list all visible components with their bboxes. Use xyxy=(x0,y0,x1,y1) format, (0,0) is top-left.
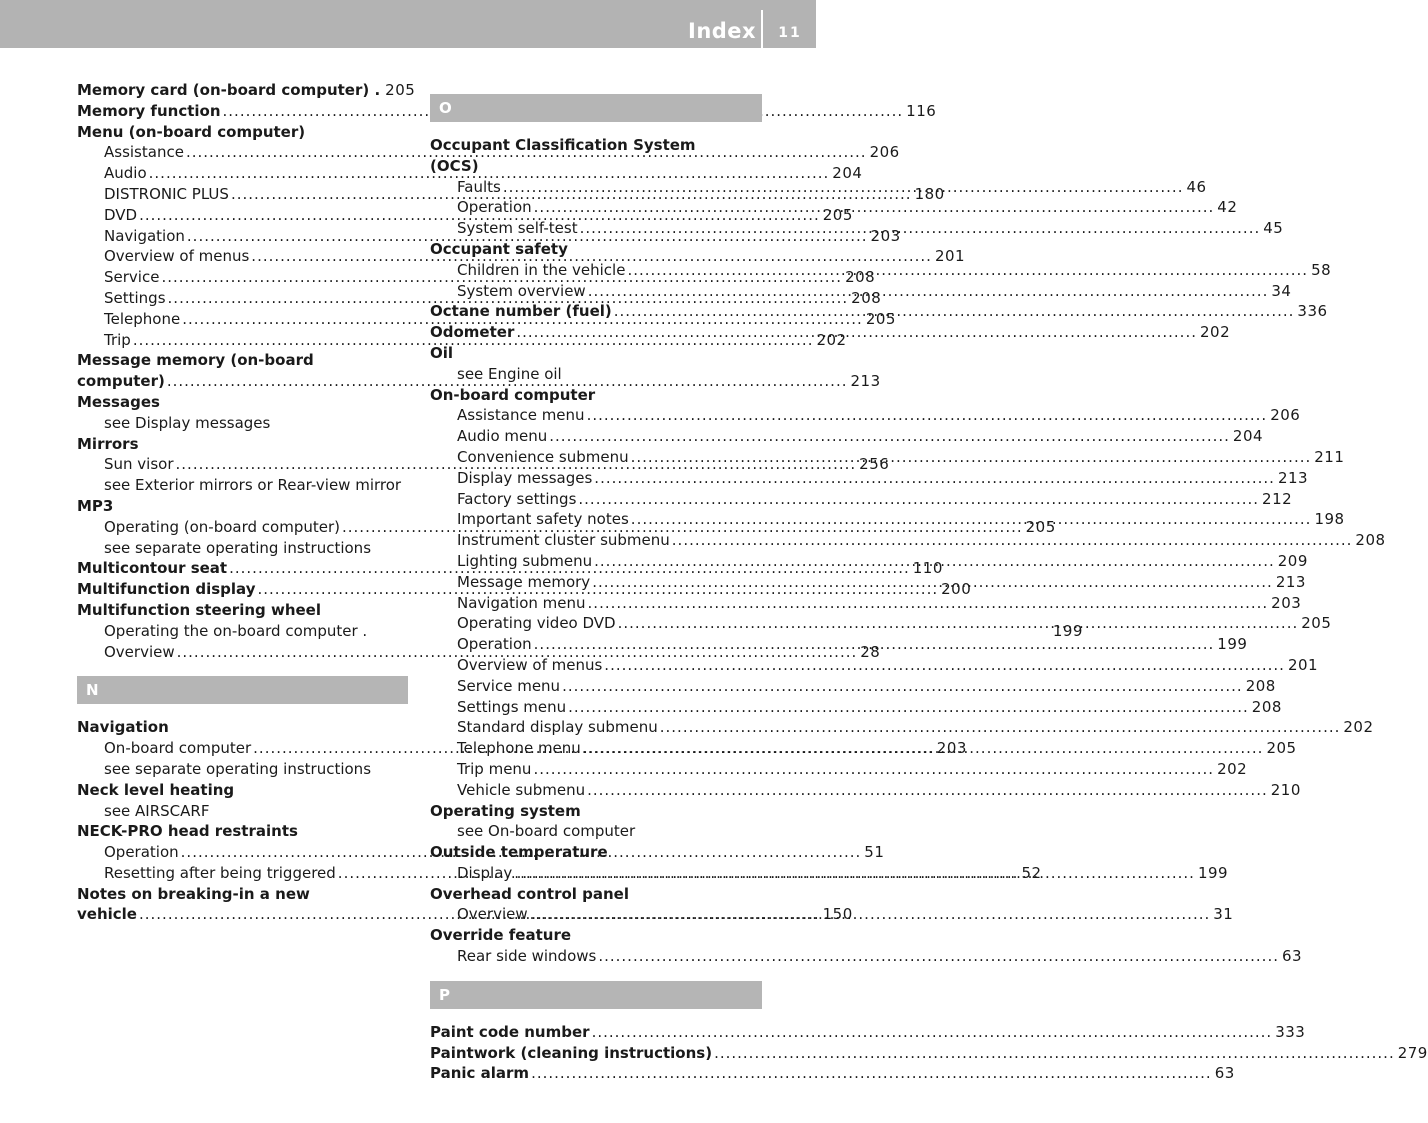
page-reference: 205 xyxy=(385,81,416,99)
leader-dots xyxy=(514,863,1195,884)
page-reference: 203 xyxy=(936,739,967,758)
entry-label: Overview xyxy=(104,642,175,661)
index-subentry xyxy=(430,697,1282,718)
page-number: 11 xyxy=(778,25,802,41)
entry-label: System overview xyxy=(457,281,586,300)
entry-label: Vehicle submenu xyxy=(457,780,586,799)
entry-label: see separate operating instructions xyxy=(104,759,372,778)
entry-label: Children in the vehicle xyxy=(457,260,626,279)
section-letter: P xyxy=(439,985,450,1004)
leader-dots xyxy=(588,593,1269,614)
entry-label: see Exterior mirrors or Rear-view mirror xyxy=(104,476,402,495)
entry-label: Overview of menus xyxy=(104,247,250,266)
page-reference: 63 xyxy=(1281,947,1303,966)
entry-label: Overview of menus xyxy=(457,655,603,674)
entry-label: Lighting submenu xyxy=(457,551,593,570)
page-reference: 202 xyxy=(1343,718,1374,737)
entry-label: On-board computer xyxy=(104,739,252,758)
leader-dots xyxy=(533,759,1214,780)
index-subentry xyxy=(77,759,408,780)
leader-dots xyxy=(534,197,1215,218)
index-entry xyxy=(77,780,408,801)
index-entry xyxy=(430,322,1231,343)
leader-dots xyxy=(587,780,1268,801)
section-header-p xyxy=(430,981,762,1009)
page-reference: 42 xyxy=(1217,198,1238,217)
entry-label: DVD xyxy=(104,205,138,224)
entry-label: Operating video DVD xyxy=(457,614,616,633)
leader-dots xyxy=(594,551,1275,572)
entry-label: Operating (on-board computer) xyxy=(104,517,340,536)
entry-label: Message memory xyxy=(457,572,591,591)
index-subentry xyxy=(77,801,408,822)
entry-label: Operating system xyxy=(430,801,581,820)
entry-label: Navigation menu xyxy=(457,593,586,612)
index-subentry xyxy=(430,655,1319,676)
index-subentry xyxy=(430,717,1374,738)
index-subentry xyxy=(430,593,1302,614)
index-subentry xyxy=(430,468,1309,489)
page-reference: 150 xyxy=(822,905,853,924)
entry-label: Operation xyxy=(457,635,532,654)
index-subentry xyxy=(430,780,1301,801)
leader-dots xyxy=(604,655,1285,676)
leader-dots xyxy=(672,530,1353,551)
entry-label: Message memory (on-board xyxy=(77,351,314,370)
entry-label: Odometer xyxy=(430,323,515,342)
entry-label: Settings xyxy=(104,288,166,307)
page-reference: 202 xyxy=(1217,759,1248,778)
entry-label: Override feature xyxy=(430,926,572,945)
page-reference: 208 xyxy=(1355,531,1386,550)
entry-label: Occupant Classification System xyxy=(430,136,696,154)
entry-label: Occupant safety xyxy=(430,239,568,258)
entry-label: Display messages xyxy=(457,468,593,487)
index-subentry xyxy=(430,530,1386,551)
index-entry xyxy=(77,101,937,122)
entry-label: Neck level heating xyxy=(77,780,235,799)
leader-dots xyxy=(530,904,1211,925)
entry-label: see Display messages xyxy=(104,413,271,432)
page-reference: 333 xyxy=(1275,1022,1306,1041)
index-subentry xyxy=(430,364,762,385)
index-subentry xyxy=(430,821,762,842)
section-letter: N xyxy=(86,681,99,700)
page-reference: 201 xyxy=(934,247,966,266)
section-header-o xyxy=(430,94,762,122)
index-entry xyxy=(77,600,408,621)
index-entry xyxy=(77,717,408,738)
index-entry xyxy=(430,801,762,822)
entry-label: Display xyxy=(457,863,513,882)
entry-label: Service xyxy=(104,268,160,287)
page-reference: 213 xyxy=(1277,468,1309,487)
index-entry xyxy=(77,122,408,143)
entry-label: Assistance xyxy=(104,143,184,162)
page-reference: 201 xyxy=(1287,655,1319,674)
entry-label: Service menu xyxy=(457,676,561,695)
index-entry xyxy=(77,884,408,905)
page-reference: 199 xyxy=(1217,635,1248,654)
entry-label: Assistance menu xyxy=(457,406,585,425)
page-reference: 212 xyxy=(1262,489,1293,508)
leader-dots xyxy=(549,426,1230,447)
entry-label: Operating the on-board computer . xyxy=(104,621,368,640)
page-reference: 34 xyxy=(1271,281,1292,300)
page-reference: 46 xyxy=(1186,177,1207,196)
entry-label: Menu (on-board computer) xyxy=(77,122,306,141)
leader-dots xyxy=(627,260,1308,281)
entry-label: Panic alarm xyxy=(430,1064,530,1083)
leader-dots xyxy=(588,281,1269,302)
entry-label: Messages xyxy=(77,392,160,411)
page-reference: 198 xyxy=(1314,510,1345,529)
index-entry xyxy=(430,842,762,863)
index-entry xyxy=(430,156,762,177)
entry-label: Audio xyxy=(104,164,147,183)
entry-label: Telephone xyxy=(104,309,181,328)
page-reference: 205 xyxy=(1301,614,1332,633)
index-subentry xyxy=(430,405,1301,426)
leader-dots xyxy=(531,1063,1212,1084)
page-reference: 31 xyxy=(1213,905,1234,924)
page-reference: 205 xyxy=(822,205,853,224)
page-reference: 208 xyxy=(851,288,882,307)
entry-label: Mirrors xyxy=(77,434,139,453)
page-reference: 205 xyxy=(1025,517,1056,536)
page-reference: 202 xyxy=(1199,323,1231,342)
page-reference: 204 xyxy=(1232,427,1264,446)
entry-label: Paintwork (cleaning instructions) xyxy=(430,1043,713,1062)
page-reference: 213 xyxy=(1275,572,1306,591)
leader-dots xyxy=(592,1022,1273,1043)
entry-label: Faults xyxy=(457,177,501,196)
entry-label: Convenience submenu xyxy=(457,447,629,466)
entry-label: On-board computer xyxy=(430,385,596,404)
entry-label: Multifunction display xyxy=(77,580,256,599)
entry-label: Octane number (fuel) xyxy=(430,302,612,321)
entry-label: vehicle xyxy=(77,905,137,924)
page-reference: 209 xyxy=(1277,551,1308,570)
page-reference: 199 xyxy=(1052,621,1083,640)
section-header-n xyxy=(77,676,408,704)
page-reference: 203 xyxy=(870,226,901,245)
entry-label: Settings menu xyxy=(457,697,567,716)
entry-label: Overview xyxy=(457,905,528,924)
entry-label: Standard display submenu xyxy=(457,718,658,737)
index-subentry xyxy=(430,426,1264,447)
entry-label: computer) xyxy=(77,372,165,391)
leader-dots xyxy=(660,717,1341,738)
page-reference: 116 xyxy=(906,101,937,120)
index-entry xyxy=(77,821,408,842)
page-reference: 206 xyxy=(1270,406,1301,425)
entry-label: Resetting after being triggered xyxy=(104,863,336,882)
index-entry xyxy=(77,496,408,517)
page-reference: 213 xyxy=(850,372,881,391)
leader-dots xyxy=(618,613,1299,634)
entry-label: Factory settings xyxy=(457,489,577,508)
index-entry xyxy=(77,350,408,371)
entry-label: MP3 xyxy=(77,496,114,515)
index-subentry xyxy=(430,676,1276,697)
page-reference: 256 xyxy=(859,455,890,474)
index-subentry xyxy=(430,946,1303,967)
page-reference: 206 xyxy=(869,143,900,162)
entry-label: Multicontour seat xyxy=(77,559,228,578)
index-subentry xyxy=(77,413,408,434)
entry-label: Trip xyxy=(104,330,131,349)
page-reference: 205 xyxy=(865,309,896,328)
index-entry xyxy=(430,1043,1428,1064)
index-entry xyxy=(430,239,762,260)
entry-label: see AIRSCARF xyxy=(104,801,210,820)
index-entry xyxy=(430,884,762,905)
entry-label: NECK-PRO head restraints xyxy=(77,822,298,841)
entry-label: Sun visor xyxy=(104,455,174,474)
leader-dots xyxy=(631,447,1312,468)
entry-label: Outside temperature xyxy=(430,843,608,862)
page-reference: 211 xyxy=(1314,447,1345,466)
index-entry xyxy=(430,385,762,406)
index-subentry xyxy=(77,538,408,559)
page-reference: 63 xyxy=(1214,1064,1235,1083)
page-reference: 205 xyxy=(1266,739,1297,758)
entry-label: Memory card (on-board computer) . xyxy=(77,81,381,99)
entry-label: System self-test xyxy=(457,219,578,238)
entry-label: see Engine oil xyxy=(457,364,562,383)
index-subentry xyxy=(430,759,1248,780)
entry-label: Operation xyxy=(104,843,179,862)
page-reference: 204 xyxy=(832,164,863,183)
page-reference: 45 xyxy=(1263,219,1284,238)
leader-dots xyxy=(631,509,1312,530)
leader-dots xyxy=(592,572,1273,593)
page-reference: 210 xyxy=(1270,780,1301,799)
header-band xyxy=(0,0,816,48)
entry-label: Notes on breaking-in a new xyxy=(77,884,310,903)
entry-label: (OCS) xyxy=(430,156,479,175)
entry-label: Memory function xyxy=(77,101,221,120)
page-title: Index xyxy=(688,19,757,43)
leader-dots xyxy=(580,218,1261,239)
header-divider xyxy=(761,10,763,48)
leader-dots xyxy=(562,676,1243,697)
index-entry xyxy=(77,392,408,413)
entry-label: Oil xyxy=(430,343,454,362)
index-entry xyxy=(430,1063,1235,1084)
entry-label: DISTRONIC PLUS xyxy=(104,184,229,203)
leader-dots xyxy=(594,468,1275,489)
leader-dots xyxy=(516,322,1197,343)
page-reference: 200 xyxy=(941,580,972,599)
index-subentry xyxy=(77,475,408,496)
page-reference: 52 xyxy=(1021,863,1042,882)
page-reference: 203 xyxy=(1271,593,1302,612)
page-reference: 110 xyxy=(912,559,943,578)
entry-label: Multifunction steering wheel xyxy=(77,600,321,619)
page-reference: 199 xyxy=(1197,863,1229,882)
section-letter: O xyxy=(439,99,452,117)
page-reference: 208 xyxy=(845,268,876,287)
index-subentry xyxy=(430,489,1293,510)
leader-dots xyxy=(583,738,1264,759)
entry-label: Instrument cluster submenu xyxy=(457,531,670,550)
page-reference: 58 xyxy=(1311,260,1332,279)
page-reference: 336 xyxy=(1297,302,1328,321)
index-entry xyxy=(77,80,416,101)
leader-dots xyxy=(614,301,1295,322)
leader-dots xyxy=(714,1043,1395,1064)
entry-label: see separate operating instructions xyxy=(104,538,372,557)
page-reference: 208 xyxy=(1251,697,1282,716)
entry-label: Overhead control panel xyxy=(430,884,629,903)
entry-label: Navigation xyxy=(104,226,185,245)
leader-dots xyxy=(578,489,1259,510)
index-entry xyxy=(77,434,408,455)
entry-label: Trip menu xyxy=(457,759,532,778)
index-entry xyxy=(430,925,762,946)
entry-label: Operation xyxy=(457,198,532,217)
index-entry xyxy=(430,1022,1306,1043)
page-reference: 279 xyxy=(1397,1043,1428,1062)
leader-dots xyxy=(598,946,1279,967)
page-reference: 51 xyxy=(864,843,885,862)
entry-label: Important safety notes xyxy=(457,510,629,529)
entry-label: see On-board computer xyxy=(457,822,636,841)
page-reference: 208 xyxy=(1245,676,1276,695)
index-entry xyxy=(430,135,762,156)
index-entry xyxy=(430,343,762,364)
entry-label: Audio menu xyxy=(457,427,548,446)
page-reference: 202 xyxy=(816,330,847,349)
leader-dots xyxy=(503,177,1184,198)
page-reference: 28 xyxy=(860,642,881,661)
entry-label: Navigation xyxy=(77,718,169,737)
entry-label: Rear side windows xyxy=(457,947,597,966)
leader-dots xyxy=(568,697,1249,718)
entry-label: Paint code number xyxy=(430,1022,590,1041)
page-reference: 180 xyxy=(914,184,945,203)
entry-label: Telephone menu xyxy=(457,739,581,758)
leader-dots xyxy=(534,634,1215,655)
leader-dots xyxy=(587,405,1268,426)
